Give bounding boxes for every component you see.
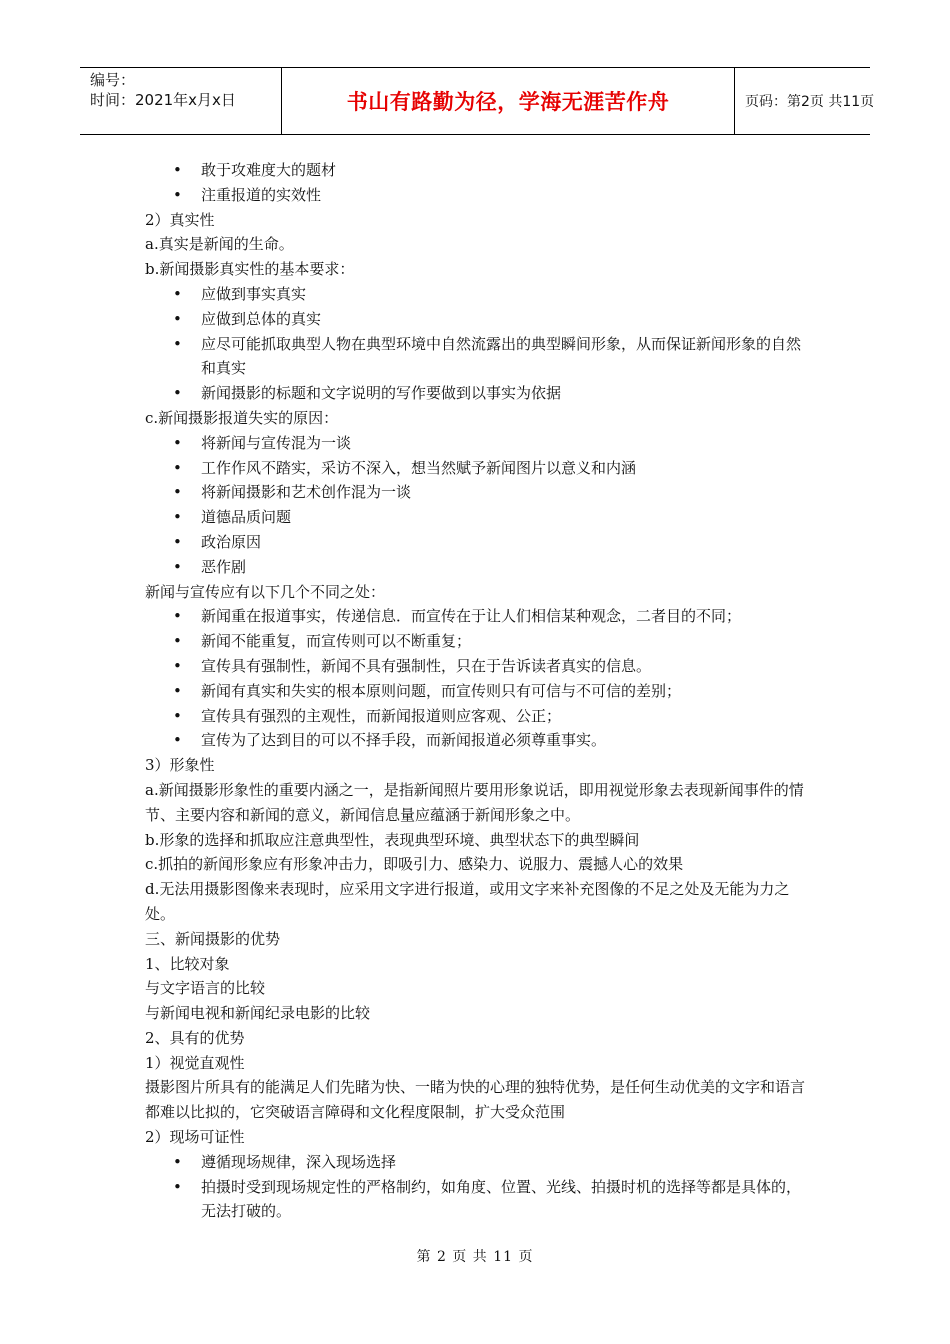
paragraph: 新闻与宣传应有以下几个不同之处：: [145, 582, 386, 601]
bullet-item: • 将新闻与宣传混为一谈: [145, 431, 810, 456]
header-page-cell: [735, 68, 875, 134]
header-page-number: 页码：第2页 共11页: [745, 94, 875, 110]
bullet-item: • 宣传为了达到目的可以不择手段，而新闻报道必须尊重事实。: [145, 728, 810, 753]
bullet-item: • 遵循现场规律，深入现场选择: [145, 1150, 810, 1175]
bullet-item: • 新闻重在报道事实，传递信息．而宣传在于让人们相信某种观念，二者目的不同；: [145, 604, 810, 629]
bullet-item: • 工作作风不踏实，采访不深入，想当然赋予新闻图片以意义和内涵: [145, 456, 810, 481]
paragraph: 三、新闻摄影的优势: [145, 929, 281, 948]
header-motto: 书山有路勤为径，学海无涯苦作舟: [346, 89, 670, 114]
paragraph: a.新闻摄影形象性的重要内涵之一，是指新闻照片要用形象说话，即用视觉形象去表现新闻事件的情节、主要内容和新闻的意义，新闻信息量应蕴涵于新闻形象之中。: [145, 780, 804, 824]
document-number-label: 编号：: [90, 71, 136, 89]
bullet-item: • 新闻摄影的标题和文字说明的写作要做到以事实为依据: [145, 381, 810, 406]
header-info-cell: [80, 68, 282, 134]
paragraph: 摄影图片所具有的能满足人们先睹为快、一睹为快的心理的独特优势，是任何生动优美的文字和语言都难以比拟的，它突破语言障碍和文化程度限制，扩大受众范围: [145, 1078, 806, 1122]
bullet-item: • 宣传具有强烈的主观性，而新闻报道则应客观、公正；: [145, 704, 810, 729]
bullet-item: • 应做到事实真实: [145, 282, 810, 307]
bullet-item: • 敢于攻难度大的题材: [145, 158, 810, 183]
header-motto-cell: [282, 68, 735, 134]
paragraph: 2）现场可证性: [145, 1128, 245, 1147]
document-date-label: 时间：2021年x月x日: [90, 91, 236, 109]
paragraph: 与新闻电视和新闻纪录电影的比较: [145, 1004, 371, 1023]
page-footer: 第 2 页 共 11 页: [416, 1249, 534, 1265]
bullet-item: • 将新闻摄影和艺术创作混为一谈: [145, 480, 810, 505]
paragraph: b.新闻摄影真实性的基本要求：: [145, 260, 355, 279]
paragraph: 1、比较对象: [145, 954, 230, 973]
paragraph: d.无法用摄影图像来表现时，应采用文字进行报道，或用文字来补充图像的不足之处及无能为力之处。: [145, 880, 790, 923]
bullet-item: • 恶作剧: [145, 555, 810, 580]
bullet-item: • 宣传具有强制性，新闻不具有强制性，只在于告诉读者真实的信息。: [145, 654, 810, 679]
paragraph: 1）视觉直观性: [145, 1053, 245, 1072]
paragraph: b.形象的选择和抓取应注意典型性，表现典型环境、典型状态下的典型瞬间: [145, 830, 640, 849]
paragraph: c.新闻摄影报道失实的原因：: [145, 408, 339, 427]
bullet-item: • 政治原因: [145, 530, 810, 555]
page-header: [80, 67, 875, 135]
paragraph: c.抓拍的新闻形象应有形象冲击力，即吸引力、感染力、说服力、震撼人心的效果: [145, 855, 684, 874]
bullet-item: • 新闻不能重复，而宣传则可以不断重复；: [145, 629, 810, 654]
paragraph: 2、具有的优势: [145, 1028, 245, 1047]
bullet-item: • 注重报道的实效性: [145, 183, 810, 208]
bullet-item: • 拍摄时受到现场规定性的严格制约，如角度、位置、光线、拍摄时机的选择等都是具体的，无法打破的。: [145, 1175, 810, 1225]
bullet-item: • 应尽可能抓取典型人物在典型环境中自然流露出的典型瞬间形象，从而保证新闻形象的自然和真实: [145, 332, 810, 382]
document-body: [145, 158, 810, 1224]
bullet-item: • 道德品质问题: [145, 505, 810, 530]
bullet-item: • 新闻有真实和失实的根本原则问题，而宣传则只有可信与不可信的差别；: [145, 679, 810, 704]
bullet-item: • 应做到总体的真实: [145, 307, 810, 332]
paragraph: 2）真实性: [145, 210, 215, 229]
paragraph: 与文字语言的比较: [145, 979, 266, 998]
paragraph: a.真实是新闻的生命。: [145, 235, 294, 254]
paragraph: 3）形象性: [145, 756, 215, 775]
